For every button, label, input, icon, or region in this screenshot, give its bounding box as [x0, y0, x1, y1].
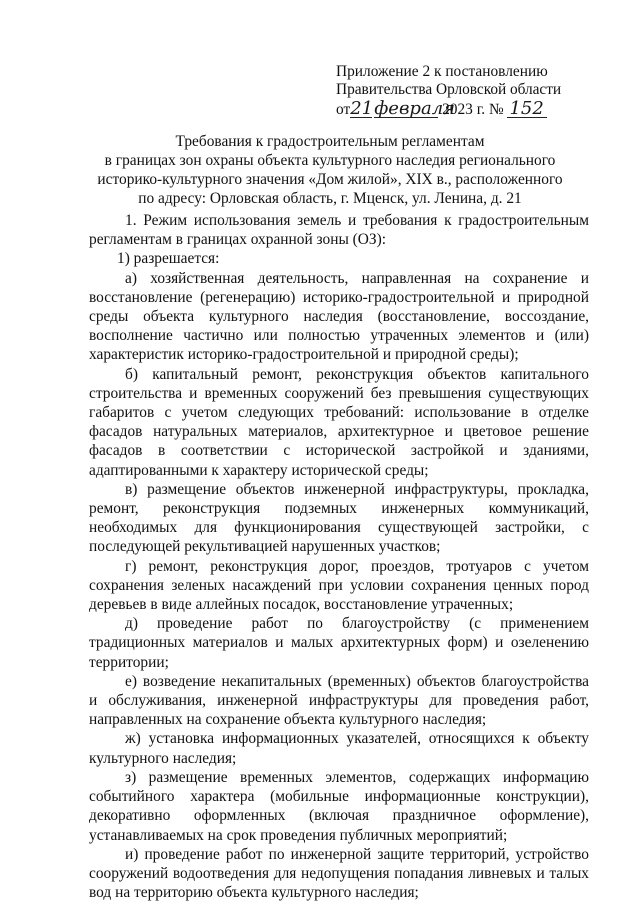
title-line-3: историко-культурного значения «Дом жилой», XIX в., расположенного [97, 171, 563, 188]
handwritten-doc-number: 152 [507, 100, 547, 118]
handwritten-month: февраля [374, 98, 456, 119]
list-item-g: г) ремонт, реконструкция дорог, проездов, тротуаров с учетом сохранения зеленых насаждений при условии сохранения ценных пород деревьев в виде аллейных посадок, восстановление утраченных; [89, 557, 589, 614]
list-item-a: а) хозяйственная деятельность, направленная на сохранение и восстановление (регенерацию) историко-градостроительной и природной среды объекта культурного наследия (восстановление, воссоздание, восполнение частично или полностью утраченных элементов и (или) характеристик историко-градостроительной и природной среды); [89, 269, 589, 364]
list-item-d: д) проведение работ по благоустройству (с применением традиционных материалов и малых архитектурных форм) и озеленению территории; [89, 615, 589, 671]
date-prefix: от [336, 101, 351, 118]
section-1-heading: 1. Режим использования земель и требования к градостроительным регламентам в границах охранной зоны (ОЗ): [89, 212, 589, 249]
list-item-zh: ж) установка информационных указателей, относящихся к объекту культурного наследия; [89, 730, 589, 767]
list-item-b: б) капитальный ремонт, реконструкция объектов капитального строительства и временных сооружений без превышения существующих габаритов с учетом следующих требований: использование в отделке фасадов натуральных материалов, архитектурное и цветовое решение фасадов в соответствии с исторической застройкой и зданиями, адаптированными к характеру исторической среды; [89, 365, 589, 479]
title-line-2: в границах зон охраны объекта культурного наследия регионального [104, 152, 556, 169]
allowed-heading: 1) разрешается: [117, 250, 220, 268]
resolution-date-number [336, 100, 576, 119]
document-body [89, 211, 589, 902]
list-item-z: з) размещение временных элементов, содержащих информацию событийного характера (мобильные информационные конструкции), декоративно оформленных (включая праздничное оформление), устанавливаемых на срок проведения публичных мероприятий; [89, 768, 589, 844]
document-title [90, 132, 570, 208]
list-item-v: в) размещение объектов инженерной инфраструктуры, прокладка, ремонт, реконструкция подземных инженерных коммуникаций, необходимых для функционирования существующей застройки, с последующей рекультивацией нарушенных участков; [89, 480, 589, 556]
handwritten-day: 21 [350, 98, 374, 119]
appendix-header [336, 63, 576, 119]
title-line-4: по адресу: Орловская область, г. Мценск, ул. Ленина, д. 21 [138, 190, 522, 207]
appendix-label: Приложение 2 к постановлению [336, 63, 548, 80]
list-item-i: и) проведение работ по инженерной защите территорий, устройство сооружений водоотведения для недопущения попадания ливневых и талых вод на территорию объекта культурного наследия; [89, 845, 589, 902]
issuing-authority: Правительства Орловской области [336, 81, 562, 98]
list-item-e: е) возведение некапитальных (временных) объектов благоустройства и обслуживания, инженерной инфраструктуры для проведения работ, направленных на сохранение объекта культурного наследия; [89, 672, 589, 729]
date-year-number-label: 2023 г. № [442, 101, 504, 118]
title-line-1: Требования к градостроительным регламентам [175, 133, 485, 150]
